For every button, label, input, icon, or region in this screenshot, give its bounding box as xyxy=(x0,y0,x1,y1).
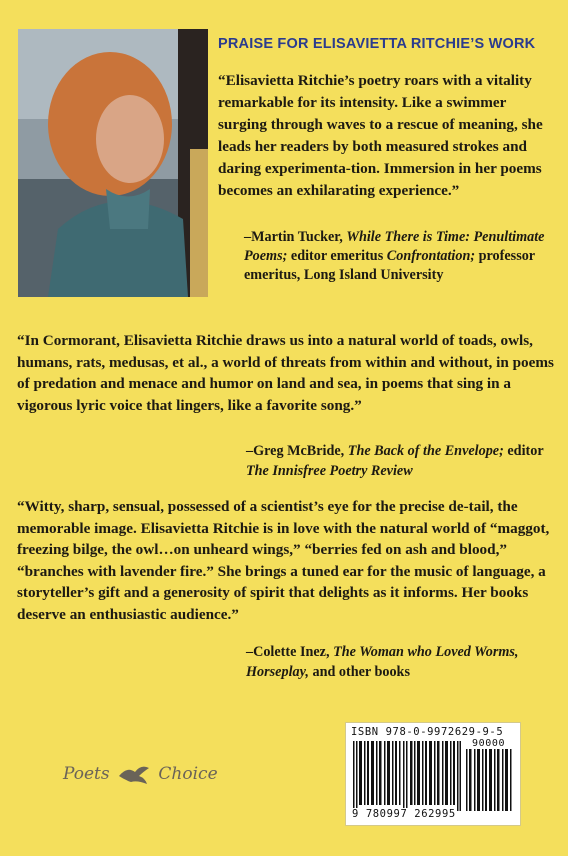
ean-barcode xyxy=(353,741,461,811)
blurb-attribution-3 xyxy=(246,643,556,682)
logo-text-right: Choice xyxy=(158,763,218,784)
attribution-name: –Greg McBride, xyxy=(246,443,348,459)
praise-heading: PRAISE FOR ELISAVIETTA RITCHIE’S WORK xyxy=(218,36,536,52)
bird-icon xyxy=(117,762,151,786)
attribution-work: The Woman who Loved Worms, Horseplay, xyxy=(246,644,519,680)
blurb-attribution-1 xyxy=(244,228,554,285)
attribution-role: editor emeritus xyxy=(287,248,387,264)
attribution-work: Confrontation; xyxy=(386,248,476,264)
attribution-work: The Innisfree Poetry Review xyxy=(246,462,413,479)
attribution-work: While There is Time: Penultimate Poems; xyxy=(244,229,545,264)
isbn-label: ISBN 978-0-9972629-9-5 xyxy=(351,726,504,738)
blurb-quote-3: “Witty, sharp, sensual, possessed of a scientist’s eye for the precise de-tail, the memorable image. Elisavietta Ritchie is in love with the natural world of “maggot, freezing bilge, the owl…on unheard wings,” “berries fed on ash and blood,” “branches with lavender fire.” She brings a tuned ear for the music of language, a storyteller’s gift and a generosity of spirit that delights as it informs. Her books deserve an enthusiastic audience.” xyxy=(17,498,550,623)
attribution-work: The Back of the Envelope; xyxy=(347,443,504,459)
publisher-logo xyxy=(63,762,223,792)
attribution-role: editor xyxy=(503,443,544,459)
attribution-name: –Martin Tucker, xyxy=(244,229,347,245)
addon-barcode xyxy=(466,749,512,811)
blurb-quote-1: “Elisavietta Ritchie’s poetry roars with a vitality remarkable for its intensity. Like a swimmer surging through waves to a rescue of meaning, she leads her readers by both measured strokes and daring experimenta-tion. Immersion in her poems becomes an exhilarating experience.” xyxy=(218,72,543,199)
attribution-role: and other books xyxy=(308,663,410,680)
ean-digits: 9 780997 262995 xyxy=(352,808,456,820)
attribution-name: –Colette Inez, xyxy=(246,644,334,660)
blurb-quote-2: “In Cormorant, Elisavietta Ritchie draws us into a natural world of toads, owls, humans, rats, medusas, et al., a world of threats from within and without, in poems of predation and menace and humor on land and sea, in poems that sing in a vigorous lyric voice that lingers, like a favorite song.” xyxy=(17,332,554,414)
price-addon-label: 90000 xyxy=(472,738,506,749)
blurb-attribution-2 xyxy=(246,442,556,481)
attribution-role: professor emeritus, Long Island University xyxy=(244,248,535,283)
logo-text-left: Poets xyxy=(63,763,110,784)
author-photo xyxy=(18,29,208,297)
